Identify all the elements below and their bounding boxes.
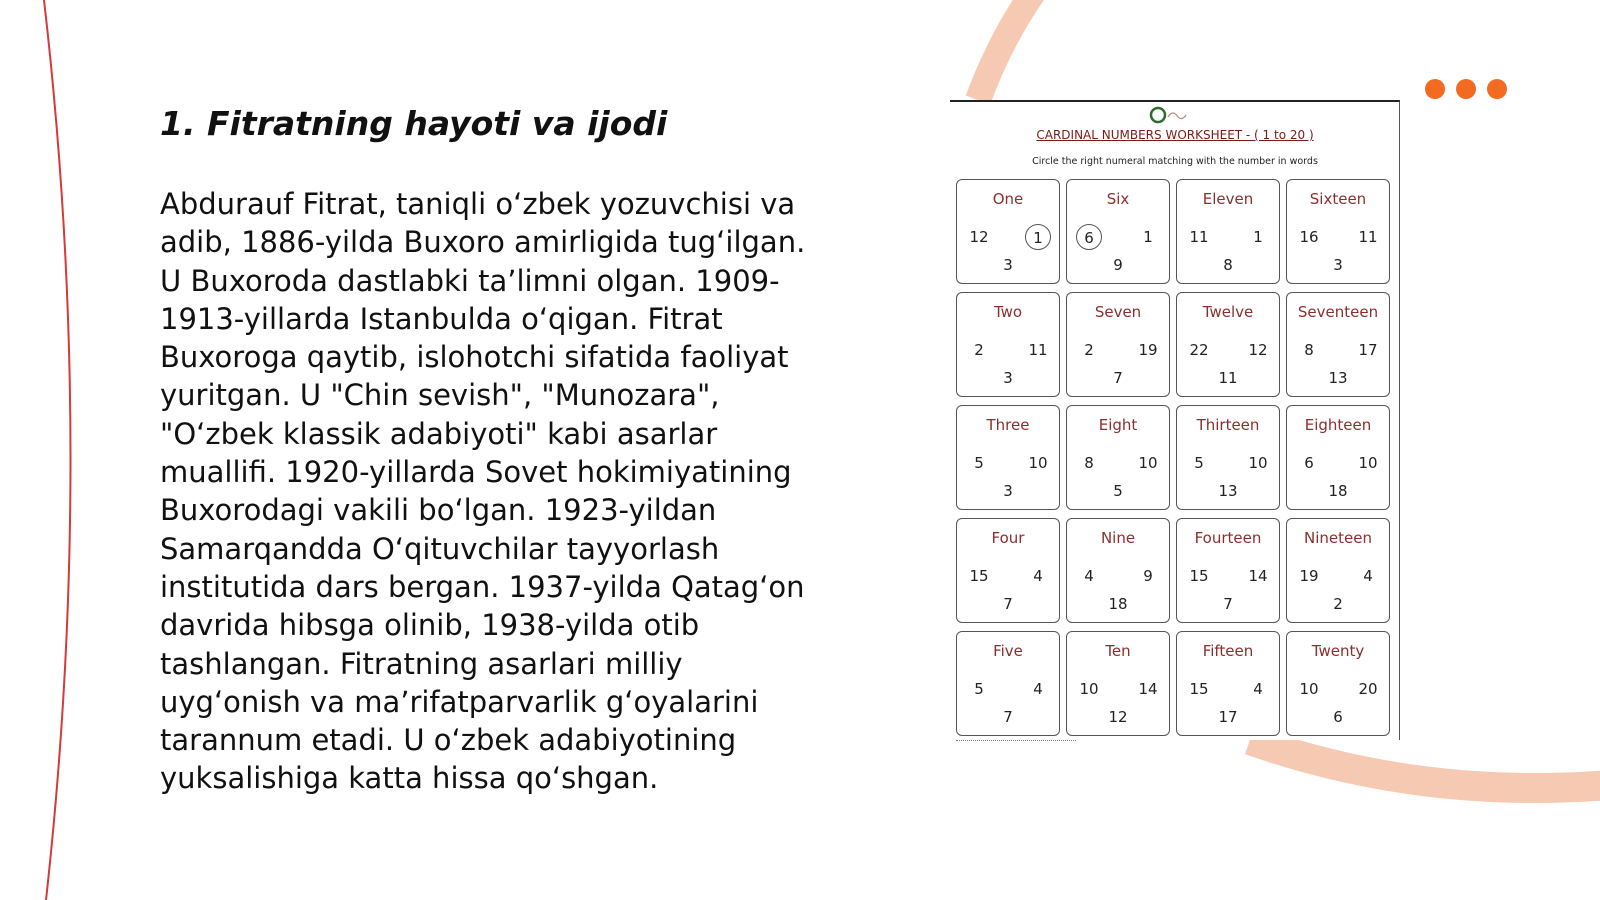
numeral-option: 4	[1363, 567, 1373, 585]
worksheet-logo-icon	[1148, 105, 1188, 125]
numeral-option: 11	[1218, 369, 1238, 387]
numeral-option: 6	[1333, 708, 1343, 726]
number-word: Six	[1106, 190, 1130, 208]
worksheet-cell	[1066, 292, 1170, 397]
numeral-option: 15	[1189, 680, 1209, 698]
worksheet-cell	[1286, 518, 1390, 623]
paragraph-line: davrida hibsga olinib, 1938-yilda otib	[160, 608, 700, 643]
worksheet-cell	[956, 518, 1060, 623]
numeral-option: 5	[1194, 454, 1204, 472]
numeral-option: 20	[1358, 680, 1378, 698]
numeral-option: 2	[974, 341, 984, 359]
numeral-option: 5	[974, 680, 984, 698]
paragraph-line: Samarqandda O‘qituvchilar tayyorlash	[160, 531, 720, 566]
number-word: Eighteen	[1304, 416, 1372, 434]
numeral-option: 2	[1084, 341, 1094, 359]
numeral-option: 1	[1143, 228, 1153, 246]
number-word: Eleven	[1202, 190, 1254, 208]
numeral-option: 17	[1218, 708, 1238, 726]
number-word: Four	[991, 529, 1025, 547]
numeral-option: 19	[1299, 567, 1319, 585]
worksheet-cell	[1176, 518, 1280, 623]
paragraph-line: yuksalishiga katta hissa qo‘shgan.	[160, 761, 659, 796]
worksheet-cell	[1066, 179, 1170, 284]
paragraph-line: "O‘zbek klassik adabiyoti" kabi asarlar	[160, 416, 718, 451]
numeral-option: 19	[1138, 341, 1158, 359]
slide-title: 1. Fitratning hayoti va ijodi	[160, 104, 668, 143]
worksheet-cell	[1286, 179, 1390, 284]
worksheet-cell	[1066, 631, 1170, 736]
circled-numeral: 6	[1076, 224, 1102, 250]
circled-numeral: 1	[1025, 224, 1051, 250]
worksheet-cell	[1286, 631, 1390, 736]
worksheet-cell	[956, 405, 1060, 510]
numeral-option: 17	[1358, 341, 1378, 359]
numeral-option: 10	[1079, 680, 1099, 698]
worksheet-cell	[1286, 292, 1390, 397]
worksheet-cell	[1176, 179, 1280, 284]
paragraph-line: Abdurauf Fitrat, taniqli o‘zbek yozuvchisi va	[160, 187, 796, 221]
worksheet-cell	[956, 179, 1060, 284]
numeral-option: 4	[1253, 680, 1263, 698]
numeral-option: 7	[1113, 369, 1123, 387]
numeral-option: 7	[1003, 708, 1013, 726]
worksheet-grid	[956, 179, 1396, 742]
numeral-option: 8	[1223, 256, 1233, 274]
paragraph-line: institutida dars bergan. 1937-yilda Qatag‘on	[160, 569, 805, 604]
numeral-option: 14	[1248, 567, 1268, 585]
numeral-option: 9	[1143, 567, 1153, 585]
numeral-option: 10	[1028, 454, 1048, 472]
worksheet-cell	[1286, 405, 1390, 510]
numeral-option: 13	[1218, 482, 1238, 500]
paragraph-line: 1913-yillarda Istanbulda o‘qigan. Fitrat	[160, 301, 723, 336]
numeral-option: 2	[1333, 595, 1343, 613]
worksheet-title: CARDINAL NUMBERS WORKSHEET - ( 1 to 20 )	[1036, 128, 1314, 142]
numeral-option: 14	[1138, 680, 1158, 698]
number-word: Twenty	[1311, 642, 1365, 660]
numeral-option: 10	[1248, 454, 1268, 472]
number-word: Three	[986, 416, 1030, 434]
paragraph-line: adib, 1886-yilda Buxoro amirligida tug‘ilgan.	[160, 225, 806, 260]
number-word: Sixteen	[1309, 190, 1367, 208]
worksheet-footer-line	[956, 736, 1076, 741]
worksheet-cell	[1176, 292, 1280, 397]
worksheet-cell	[1176, 405, 1280, 510]
paragraph-line: Buxorodagi vakili bo‘lgan. 1923-yildan	[160, 493, 717, 528]
numeral-option: 16	[1299, 228, 1319, 246]
number-word: One	[992, 190, 1024, 208]
dot-2	[1456, 79, 1476, 99]
numeral-option: 4	[1084, 567, 1094, 585]
paragraph-line: muallifi. 1920-yillarda Sovet hokimiyatining	[160, 455, 792, 490]
numeral-option: 11	[1028, 341, 1048, 359]
numeral-option: 11	[1189, 228, 1209, 246]
worksheet-cell	[956, 292, 1060, 397]
worksheet-image	[950, 100, 1400, 740]
numeral-option: 12	[969, 228, 989, 246]
number-word: Two	[993, 303, 1023, 321]
numeral-option: 18	[1108, 595, 1128, 613]
slide-paragraph	[160, 185, 830, 798]
numeral-option: 6	[1304, 454, 1314, 472]
numeral-option: 9	[1113, 256, 1123, 274]
number-word: Seven	[1094, 303, 1142, 321]
numeral-option: 1	[1253, 228, 1263, 246]
bottom-peach-arc	[1250, 740, 1600, 788]
numeral-option: 22	[1189, 341, 1209, 359]
numeral-option: 7	[1223, 595, 1233, 613]
worksheet-cell	[1066, 405, 1170, 510]
numeral-option: 10	[1358, 454, 1378, 472]
top-peach-arc	[978, 0, 1035, 100]
paragraph-line: tarannum etadi. U o‘zbek adabiyotining	[160, 723, 737, 758]
number-word: Twelve	[1202, 303, 1254, 321]
number-word: Fifteen	[1202, 642, 1254, 660]
number-word: Fourteen	[1194, 529, 1262, 547]
numeral-option: 3	[1003, 482, 1013, 500]
number-word: Nine	[1100, 529, 1136, 547]
numeral-option: 12	[1248, 341, 1268, 359]
numeral-option: 8	[1304, 341, 1314, 359]
worksheet-cell	[1066, 518, 1170, 623]
numeral-option: 15	[969, 567, 989, 585]
paragraph-line: uyg‘onish va ma’rifatparvarlik g‘oyalarini	[160, 684, 759, 719]
numeral-option: 12	[1108, 708, 1128, 726]
numeral-option: 5	[974, 454, 984, 472]
numeral-option: 10	[1138, 454, 1158, 472]
paragraph-line: tashlangan. Fitratning asarlari milliy	[160, 646, 683, 681]
numeral-option: 11	[1358, 228, 1378, 246]
number-word: Thirteen	[1196, 416, 1260, 434]
numeral-option: 4	[1033, 680, 1043, 698]
paragraph-line: U Buxoroda dastlabki ta’limni olgan. 1909-	[160, 263, 780, 298]
numeral-option: 3	[1003, 256, 1013, 274]
numeral-option: 8	[1084, 454, 1094, 472]
numeral-option: 4	[1033, 567, 1043, 585]
worksheet-instructions: Circle the right numeral matching with the number in words	[1032, 156, 1318, 167]
number-word: Seventeen	[1297, 303, 1379, 321]
numeral-option: 18	[1328, 482, 1348, 500]
numeral-option: 13	[1328, 369, 1348, 387]
numeral-option: 3	[1003, 369, 1013, 387]
number-word: Eight	[1098, 416, 1138, 434]
paragraph-line: Buxoroga qaytib, islohotchi sifatida faoliyat	[160, 340, 789, 375]
menu-dots	[1425, 79, 1507, 99]
dot-1	[1425, 79, 1445, 99]
numeral-option: 7	[1003, 595, 1013, 613]
paragraph-line: yuritgan. U "Chin sevish", "Munozara",	[160, 378, 720, 413]
numeral-option: 5	[1113, 482, 1123, 500]
numeral-option: 10	[1299, 680, 1319, 698]
worksheet-cell	[956, 631, 1060, 736]
number-word: Five	[993, 642, 1023, 660]
number-word: Ten	[1105, 642, 1131, 660]
left-red-curve	[44, 0, 71, 900]
numeral-option: 3	[1333, 256, 1343, 274]
numeral-option: 15	[1189, 567, 1209, 585]
worksheet-cell	[1176, 631, 1280, 736]
dot-3	[1487, 79, 1507, 99]
number-word: Nineteen	[1304, 529, 1372, 547]
